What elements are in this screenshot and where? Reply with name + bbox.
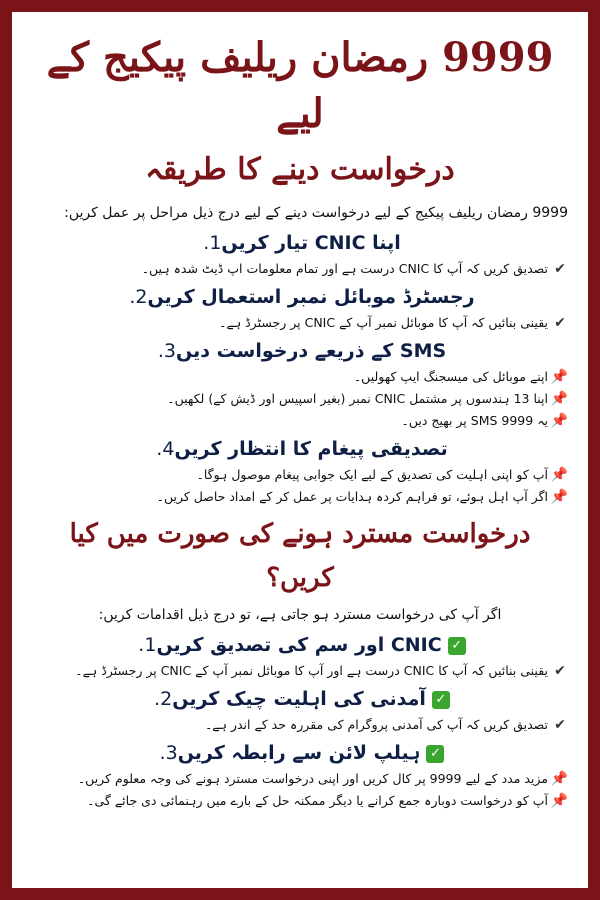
list-item bbox=[32, 714, 568, 736]
step-number: 4. bbox=[156, 438, 175, 460]
step-title bbox=[32, 632, 568, 658]
list-item-text: تصدیق کریں کہ آپ کا CNIC درست ہے اور تمام معلومات اپ ڈیٹ شدہ ہیں۔ bbox=[141, 261, 548, 276]
rejection-title: درخواست مسترد ہونے کی صورت میں کیا کریں؟ bbox=[69, 519, 531, 593]
step-section bbox=[32, 740, 568, 812]
step-section bbox=[32, 338, 568, 432]
step-section bbox=[32, 284, 568, 334]
step-title-text: ہیلپ لائن سے رابطہ کریں bbox=[177, 742, 421, 764]
check-box-icon: ✓ bbox=[432, 691, 450, 709]
pin-icon: 📌 bbox=[550, 413, 568, 429]
list-item bbox=[32, 660, 568, 682]
pin-icon: 📌 bbox=[550, 489, 568, 505]
pin-icon: 📌 bbox=[550, 467, 568, 483]
step-section bbox=[32, 632, 568, 682]
pin-icon: 📌 bbox=[550, 771, 568, 787]
check-icon: ✔ bbox=[554, 261, 566, 277]
list-item bbox=[32, 388, 568, 410]
list-item bbox=[32, 258, 568, 280]
list-item-text: یقینی بنائیں کہ آپ کا موبائل نمبر آپ کے CNIC پر رجسٹرڈ ہے۔ bbox=[219, 315, 548, 330]
check-box-icon: ✓ bbox=[448, 637, 466, 655]
pin-icon: 📌 bbox=[550, 391, 568, 407]
rejection-steps-list bbox=[32, 632, 568, 812]
step-number: 2. bbox=[129, 286, 148, 308]
check-icon: ✔ bbox=[554, 315, 566, 331]
step-title bbox=[32, 230, 568, 256]
step-section bbox=[32, 436, 568, 508]
list-item bbox=[32, 366, 568, 388]
step-title-text: اپنا CNIC تیار کریں bbox=[221, 232, 401, 254]
check-box-icon: ✓ bbox=[426, 745, 444, 763]
list-item bbox=[32, 312, 568, 334]
list-item bbox=[32, 768, 568, 790]
page-subtitle: درخواست دینے کا طریقہ bbox=[145, 152, 455, 187]
rejection-intro: اگر آپ کی درخواست مسترد ہو جاتی ہے، تو درج ذیل اقدامات کریں: bbox=[98, 607, 502, 623]
pin-icon: 📌 bbox=[550, 369, 568, 385]
step-title bbox=[32, 338, 568, 364]
list-item-text: مزید مدد کے لیے 9999 پر کال کریں اور اپنی درخواست مسترد ہونے کی وجہ معلوم کریں۔ bbox=[77, 771, 548, 786]
list-item-text: یہ 9999 SMS پر بھیج دیں۔ bbox=[401, 413, 548, 428]
step-title-text: CNIC اور سم کی تصدیق کریں bbox=[156, 634, 442, 656]
list-item-text: اپنے موبائل کی میسجنگ ایپ کھولیں۔ bbox=[353, 369, 548, 384]
check-icon: ✔ bbox=[554, 663, 566, 679]
list-item-text: اپنا 13 ہندسوں پر مشتمل CNIC نمبر (بغیر اسپیس اور ڈیش کے) لکھیں۔ bbox=[167, 391, 548, 406]
step-number: 1. bbox=[203, 232, 222, 254]
document-card bbox=[12, 12, 588, 888]
steps-list bbox=[32, 230, 568, 508]
pin-icon: 📌 bbox=[550, 793, 568, 809]
step-title bbox=[32, 436, 568, 462]
step-section bbox=[32, 230, 568, 280]
step-title bbox=[32, 740, 568, 766]
step-section bbox=[32, 686, 568, 736]
step-title-text: SMS کے ذریعے درخواست دیں bbox=[175, 340, 447, 362]
list-item-text: آپ کو اپنی اہلیت کی تصدیق کے لیے ایک جوابی پیغام موصول ہوگا۔ bbox=[196, 467, 548, 482]
list-item bbox=[32, 790, 568, 812]
step-title-text: تصدیقی پیغام کا انتظار کریں bbox=[174, 438, 448, 460]
step-title bbox=[32, 686, 568, 712]
list-item-text: تصدیق کریں کہ آپ کی آمدنی پروگرام کی مقررہ حد کے اندر ہے۔ bbox=[204, 717, 548, 732]
list-item bbox=[32, 464, 568, 486]
step-number: 3. bbox=[159, 742, 178, 764]
list-item-text: آپ کو درخواست دوبارہ جمع کرانے یا دیگر ممکنہ حل کے بارے میں رہنمائی دی جائے گی۔ bbox=[87, 793, 548, 808]
list-item bbox=[32, 410, 568, 432]
step-number: 3. bbox=[157, 340, 176, 362]
page-title: 9999 رمضان ریلیف پیکیج کے لیے bbox=[46, 34, 554, 137]
step-number: 1. bbox=[138, 634, 157, 656]
step-title-text: رجسٹرڈ موبائل نمبر استعمال کریں bbox=[147, 286, 475, 308]
list-item-text: یقینی بنائیں کہ آپ کا CNIC درست ہے اور آپ کا موبائل نمبر آپ کے CNIC پر رجسٹرڈ ہے۔ bbox=[75, 663, 548, 678]
step-title bbox=[32, 284, 568, 310]
step-number: 2. bbox=[154, 688, 173, 710]
list-item bbox=[32, 486, 568, 508]
list-item-text: اگر آپ اہل ہوئے، تو فراہم کردہ ہدایات پر عمل کر کے امداد حاصل کریں۔ bbox=[156, 489, 548, 504]
check-icon: ✔ bbox=[554, 717, 566, 733]
intro-text: 9999 رمضان ریلیف پیکیج کے لیے درخواست دینے کے لیے درج ذیل مراحل پر عمل کریں: bbox=[64, 205, 568, 221]
step-title-text: آمدنی کی اہلیت چیک کریں bbox=[172, 688, 426, 710]
